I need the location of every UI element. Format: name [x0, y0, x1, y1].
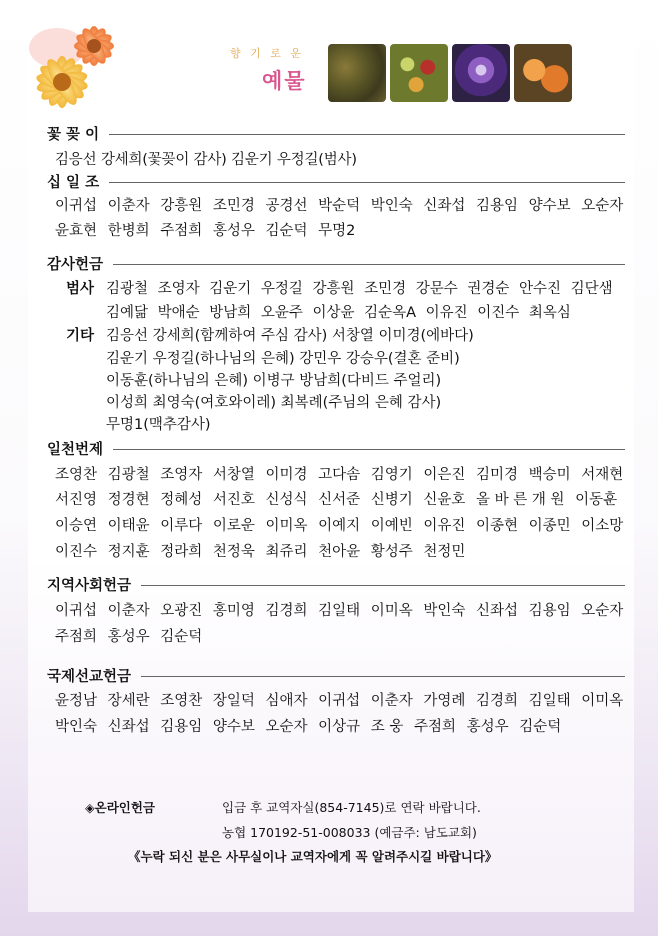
donor-name: 조 웅	[370, 719, 404, 735]
thanks-other-line-3: 이동훈(하나님의 은혜) 이병구 방남희(다비드 주얼리)	[106, 373, 442, 389]
donor-name: 신좌섭	[476, 603, 519, 619]
donor-name: 이동훈	[575, 492, 618, 508]
donor-name: 이예빈	[370, 518, 413, 534]
section-title: 지역사회헌금	[47, 578, 132, 594]
donor-name: 이미옥	[265, 518, 308, 534]
donor-name: 신좌섭	[107, 719, 150, 735]
donor-name: 오순자	[581, 198, 624, 214]
donor-name: 올 바 른 개 원	[476, 492, 565, 508]
donor-name: 박순덕	[318, 198, 361, 214]
donor-name: 주점희	[55, 629, 98, 645]
community-row-2	[55, 625, 202, 646]
donor-name: 김영기	[370, 467, 413, 483]
online-offering-label: ◈온라인헌금	[85, 800, 155, 815]
donor-name: 양수보	[528, 198, 571, 214]
thanks-other-line-5: 무명1(맥추감사)	[106, 417, 211, 433]
donor-name: 김광철	[106, 281, 149, 297]
banner-subtitle: 향 기 로 운	[230, 47, 304, 60]
donor-name: 정지훈	[107, 544, 150, 560]
thanks-label-general: 범사	[66, 281, 95, 297]
donor-name: 이승연	[55, 518, 98, 534]
donor-name: 정경현	[107, 492, 150, 508]
donor-name: 김운기	[209, 281, 252, 297]
donor-name: 김단샘	[570, 281, 613, 297]
donor-name: 김광철	[107, 467, 150, 483]
donor-name: 김경희	[476, 693, 519, 709]
fruit-image	[390, 44, 448, 102]
donor-name: 무명2	[318, 223, 356, 239]
donor-name: 이상윤	[312, 305, 355, 321]
donor-name: 신좌섭	[423, 198, 466, 214]
donor-name: 가영례	[423, 693, 466, 709]
divider	[113, 264, 625, 265]
section-title: 국제선교헌금	[47, 669, 132, 685]
donor-name: 장세란	[107, 693, 150, 709]
donor-name: 방남희	[209, 305, 252, 321]
thanks-label-other: 기타	[66, 328, 95, 344]
donor-name: 천정민	[423, 544, 466, 560]
section-title: 일천번제	[47, 442, 104, 458]
donor-name: 이미옥	[581, 693, 624, 709]
donor-name: 백승미	[528, 467, 571, 483]
donor-name: 홍성우	[107, 629, 150, 645]
donor-name: 이태윤	[107, 518, 150, 534]
thanks-general-row-1	[106, 277, 613, 298]
section-mission-header	[47, 665, 625, 686]
divider	[141, 585, 625, 586]
donor-name: 주점희	[413, 719, 456, 735]
donor-name: 천정욱	[212, 544, 255, 560]
orchid-image	[452, 44, 510, 102]
donor-name: 이종민	[528, 518, 571, 534]
donor-name: 김예닮	[106, 305, 149, 321]
donor-name: 오순자	[581, 603, 624, 619]
donor-name: 공경선	[265, 198, 308, 214]
donor-name: 천아윤	[318, 544, 361, 560]
donor-name: 강문수	[415, 281, 458, 297]
divider	[109, 182, 625, 183]
banner-thumbnails	[328, 44, 572, 102]
donor-name: 이유진	[423, 518, 466, 534]
section-title: 꽃 꽂 이	[47, 127, 100, 143]
donor-name: 장일덕	[212, 693, 255, 709]
donor-name: 김용임	[476, 198, 519, 214]
pumpkin-image	[514, 44, 572, 102]
donor-name: 김일태	[318, 603, 361, 619]
donor-name: 홍미영	[212, 603, 255, 619]
section-community-header	[47, 574, 625, 595]
donor-name: 이춘자	[107, 198, 150, 214]
section-title: 십 일 조	[47, 175, 100, 191]
donor-name: 이예지	[318, 518, 361, 534]
thousand-row-1	[55, 463, 623, 484]
donor-name: 서재현	[581, 467, 624, 483]
section-thanks-header	[47, 253, 625, 274]
donor-name: 이로운	[212, 518, 255, 534]
thanks-other-line-4: 이성희 최영숙(여호와이레) 최복례(주님의 은혜 감사)	[106, 395, 442, 411]
donor-name: 이은진	[423, 467, 466, 483]
donor-name: 권경순	[467, 281, 510, 297]
donor-name: 이귀섭	[318, 693, 361, 709]
divider	[109, 134, 625, 135]
donor-name: 서창열	[212, 467, 255, 483]
donor-name: 이귀섭	[55, 198, 98, 214]
online-instruction: 입금 후 교역자실(854-7145)로 연락 바랍니다.	[222, 800, 481, 815]
flower-image	[22, 20, 137, 120]
donor-name: 이유진	[425, 305, 468, 321]
donor-name: 이춘자	[370, 693, 413, 709]
divider	[113, 449, 625, 450]
thousand-row-4	[55, 540, 465, 561]
donor-name: 김경희	[265, 603, 308, 619]
donor-name: 신성식	[265, 492, 308, 508]
donor-name: 정라희	[160, 544, 203, 560]
donor-name: 이진수	[477, 305, 520, 321]
banner-title: 예물	[262, 69, 307, 93]
donor-name: 이춘자	[107, 603, 150, 619]
donor-name: 조영자	[160, 467, 203, 483]
thanks-other-line-2: 김운기 우정길(하나님의 은혜) 강민우 강승우(결혼 준비)	[106, 351, 460, 367]
mission-row-1	[55, 689, 623, 710]
donor-name: 윤효현	[55, 223, 98, 239]
donor-name: 조영찬	[55, 467, 98, 483]
thousand-row-2	[55, 488, 617, 509]
thanks-general-row-2	[106, 301, 571, 322]
donor-name: 이진수	[55, 544, 98, 560]
donor-name: 강흥원	[312, 281, 355, 297]
donor-name: 최옥심	[528, 305, 571, 321]
donor-name: 정혜성	[160, 492, 203, 508]
flower-donors: 김응선 강세희(꽃꽂이 감사) 김운기 우정길(범사)	[55, 152, 357, 168]
donor-name: 김순덕	[519, 719, 562, 735]
donor-name: 이루다	[160, 518, 203, 534]
donor-name: 홍성우	[466, 719, 509, 735]
grain-image	[328, 44, 386, 102]
tithe-row-1	[55, 194, 623, 215]
donor-name: 고다솜	[318, 467, 361, 483]
donor-name: 오광진	[160, 603, 203, 619]
donor-name: 강흥원	[160, 198, 203, 214]
donor-name: 주점희	[160, 223, 203, 239]
donor-name: 양수보	[212, 719, 255, 735]
donor-name: 이미옥	[370, 603, 413, 619]
donor-name: 이미경	[265, 467, 308, 483]
donor-name: 신서준	[318, 492, 361, 508]
donor-name: 김미경	[476, 467, 519, 483]
omission-notice: 《누락 되신 분은 사무실이나 교역자에게 꼭 알려주시길 바랍니다》	[128, 849, 498, 864]
thousand-row-3	[55, 514, 623, 535]
donor-name: 조민경	[212, 198, 255, 214]
donor-name: 김일태	[528, 693, 571, 709]
donor-name: 홍성우	[212, 223, 255, 239]
donor-name: 조영찬	[160, 693, 203, 709]
donor-name: 최쥬리	[265, 544, 308, 560]
donor-name: 신윤호	[423, 492, 466, 508]
donor-name: 서진호	[212, 492, 255, 508]
donor-name: 박인숙	[423, 603, 466, 619]
donor-name: 우정길	[260, 281, 303, 297]
donor-name: 김순옥A	[364, 305, 417, 321]
donor-name: 조민경	[364, 281, 407, 297]
donor-name: 박인숙	[370, 198, 413, 214]
donor-name: 한병희	[107, 223, 150, 239]
donor-name: 이귀섭	[55, 603, 98, 619]
donor-name: 조영자	[157, 281, 200, 297]
donor-name: 황성주	[370, 544, 413, 560]
donor-name: 이상규	[318, 719, 361, 735]
donor-name: 오순자	[265, 719, 308, 735]
divider	[141, 676, 625, 677]
section-tithe-header	[47, 171, 625, 192]
donor-name: 김용임	[160, 719, 203, 735]
donor-name: 심애자	[265, 693, 308, 709]
donor-name: 김순덕	[265, 223, 308, 239]
bank-account: 농협 170192-51-008033 (예금주: 남도교회)	[222, 825, 477, 840]
donor-name: 안수진	[519, 281, 562, 297]
donor-name: 서진영	[55, 492, 98, 508]
donor-name: 박애순	[157, 305, 200, 321]
donor-name: 박인숙	[55, 719, 98, 735]
thanks-other-line-1: 김응선 강세희(함께하여 주심 감사) 서창열 이미경(에바다)	[106, 328, 474, 344]
community-row-1	[55, 599, 623, 620]
donor-name: 윤정남	[55, 693, 98, 709]
donor-name: 김용임	[528, 603, 571, 619]
mission-row-2	[55, 715, 561, 736]
tithe-row-2	[55, 219, 355, 240]
donor-name: 김순덕	[160, 629, 203, 645]
section-thousand-header	[47, 438, 625, 459]
donor-name: 이소망	[581, 518, 624, 534]
donor-name: 이종현	[476, 518, 519, 534]
donor-name: 신병기	[370, 492, 413, 508]
donor-name: 오윤주	[260, 305, 303, 321]
section-flower-header	[47, 123, 625, 144]
section-title: 감사헌금	[47, 257, 104, 273]
